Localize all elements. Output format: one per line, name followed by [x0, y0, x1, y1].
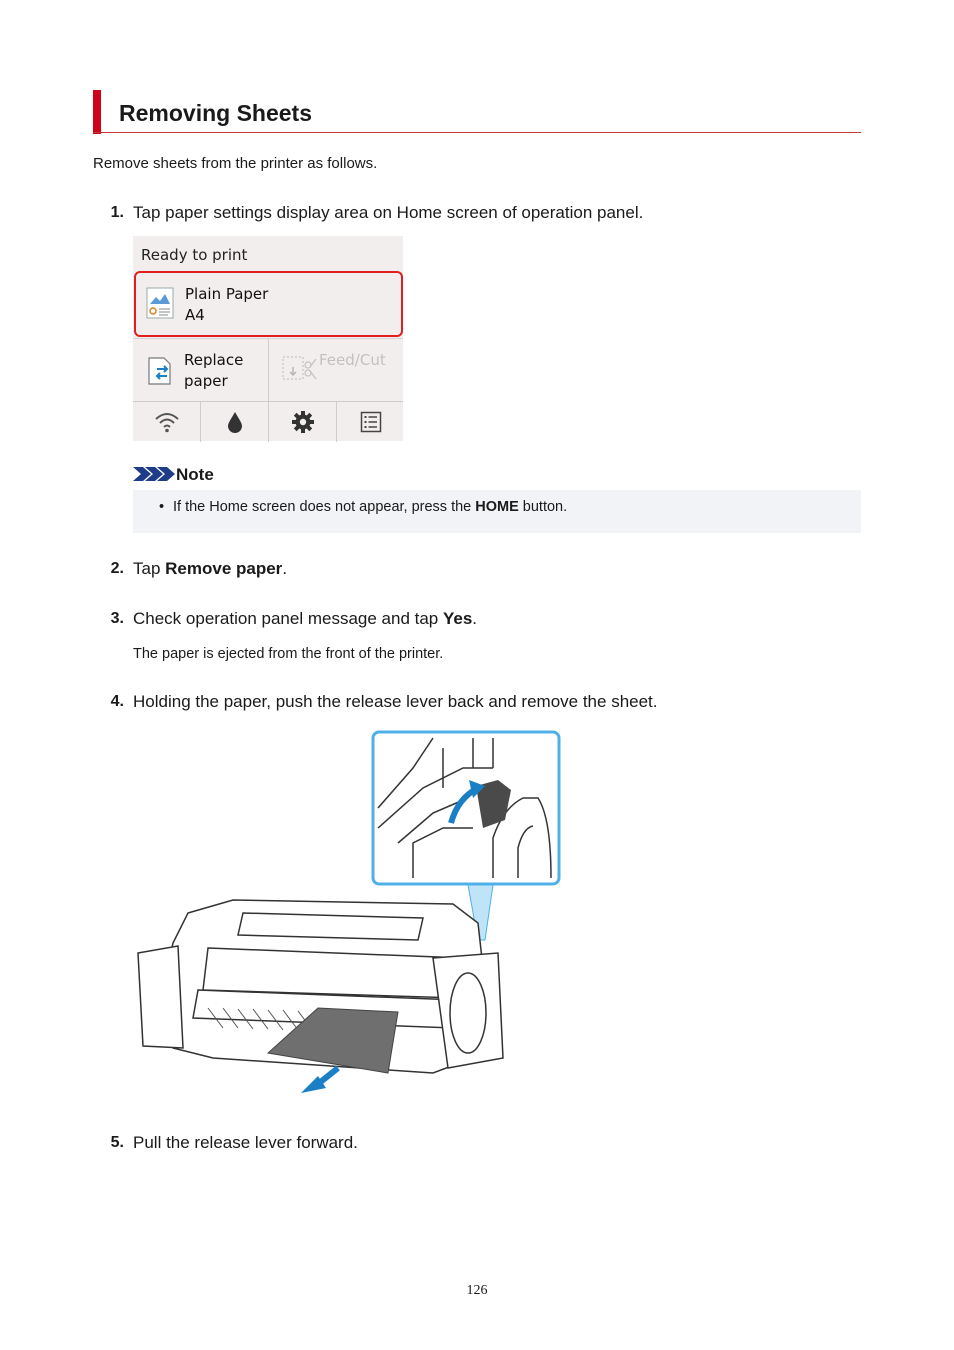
replace-paper-button[interactable] — [133, 339, 269, 401]
step-3-text: Check operation panel message and tap Yes. — [133, 609, 478, 628]
feed-cut-icon — [281, 353, 317, 383]
yes-label: Yes — [442, 609, 473, 628]
step-1-number: 1. — [110, 204, 124, 221]
step-5-number: 5. — [110, 1134, 124, 1151]
ink-drop-icon — [227, 411, 243, 433]
step-2-number: 2. — [110, 560, 124, 577]
step-3-number: 3. — [110, 610, 124, 627]
replace-paper-line1: Replace — [184, 351, 244, 369]
intro-text: Remove sheets from the printer as follows. — [93, 155, 378, 172]
panel-status: Ready to print — [141, 246, 248, 264]
list-icon — [360, 411, 382, 433]
note-box — [133, 490, 861, 533]
ink-button[interactable] — [201, 402, 269, 442]
step-1-text: Tap paper settings display area on Home screen of operation panel. — [133, 203, 644, 222]
feed-cut-label[interactable]: Feed/Cut — [319, 351, 386, 369]
heading-rule — [93, 132, 861, 133]
step-3-subtext: The paper is ejected from the front of the printer. — [133, 646, 444, 662]
replace-paper-icon — [146, 356, 174, 386]
operation-panel-illustration — [133, 236, 403, 441]
printer-release-lever-illustration — [133, 728, 565, 1098]
page-title: Removing Sheets — [119, 100, 312, 126]
wifi-icon — [154, 411, 180, 433]
note-label: Note — [176, 465, 214, 484]
note-bullet: • — [159, 499, 165, 515]
replace-paper-line2: paper — [184, 372, 228, 390]
gear-icon — [291, 410, 315, 434]
paper-settings-area[interactable] — [134, 271, 403, 337]
paper-type-label: Plain Paper — [185, 285, 269, 303]
menu-button[interactable] — [337, 402, 404, 442]
paper-icon — [146, 287, 174, 319]
step-4-number: 4. — [110, 693, 124, 710]
step-2-text: Tap Remove paper. — [133, 559, 288, 578]
page-number: 126 — [466, 1283, 488, 1298]
home-button-label: HOME — [475, 499, 519, 515]
note-text: If the Home screen does not appear, press the HOME button. — [173, 499, 568, 515]
paper-size-label: A4 — [185, 306, 205, 324]
note-chevrons-icon — [133, 465, 175, 483]
heading-accent-bar — [93, 90, 101, 134]
wifi-button[interactable] — [133, 402, 201, 442]
remove-paper-label: Remove paper — [165, 559, 283, 578]
step-4-text: Holding the paper, push the release lever back and remove the sheet. — [133, 692, 658, 711]
step-5-text: Pull the release lever forward. — [133, 1133, 358, 1152]
settings-button[interactable] — [269, 402, 337, 442]
